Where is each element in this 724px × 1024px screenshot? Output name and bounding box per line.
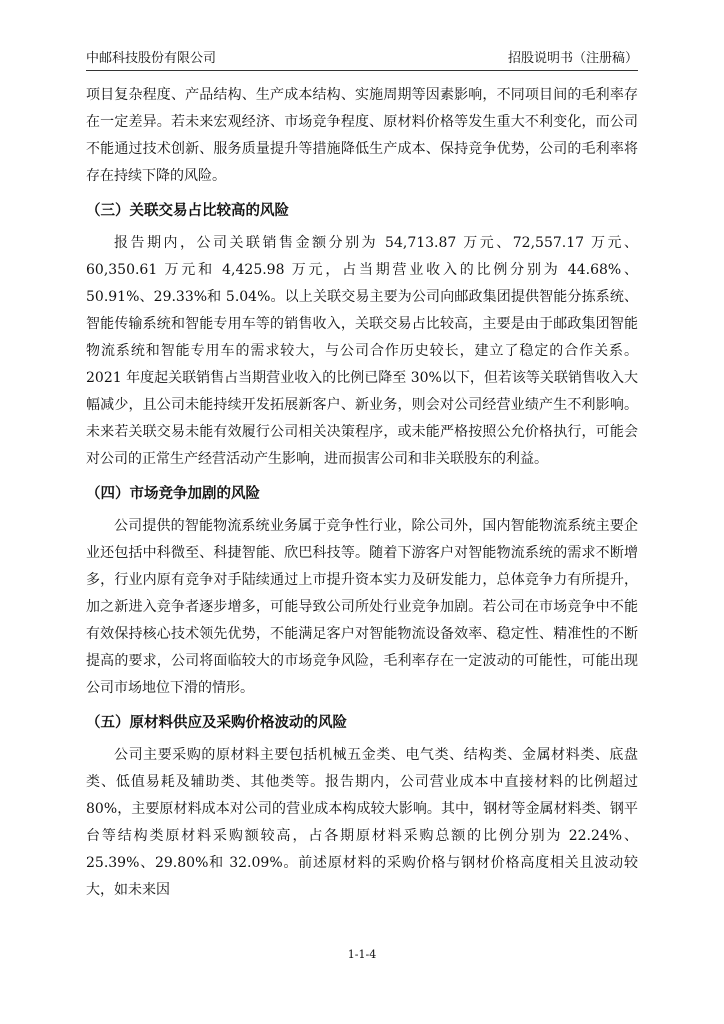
paragraph-raw-material-risk: 公司主要采购的原材料主要包括机械五金类、电气类、结构类、金属材料类、底盘类、低值易耗及辅助类、其他类等。报告期内，公司营业成本中直接材料的比例超过 80%，主要原材料成本对公司的营业成本构成较大影响。其中，钢材等金属材料类、钢平台等结构类原材料采购额较高，占各期原材料采购总额的比例分别为 22.24%、25.39%、29.80%和 32.09%。前述原材料的采购价格与钢材价格高度相关且波动较大，如未来因 [86, 747, 638, 898]
page-header [86, 48, 638, 71]
header-company-name: 中邮科技股份有限公司 [86, 51, 217, 66]
paragraph-related-party-risk: 报告期内，公司关联销售金额分别为 54,713.87 万元、72,557.17 万元、60,350.61 万元和 4,425.98 万元，占当期营业收入的比例分别为 44.68%、50.91%、29.33%和 5.04%。以上关联交易主要为公司向邮政集团提供智能分拣系统、智能传输系统和智能专用车等的销售收入，关联交易占比较高，主要是由于邮政集团智能物流系统和智能专用车的需求较大，与公司合作历史较长，建立了稳定的合作关系。2021 年度起关联销售占当期营业收入的比例已降至 30%以下，但若该等关联销售收入大幅减少，且公司未能持续开发拓展新客户、新业务，则会对公司经营业绩产生不利影响。未来若关联交易未能有效履行公司相关决策程序，或未能严格按照公允价格执行，可能会对公司的正常生产经营活动产生影响，进而损害公司和非关联股东的利益。 [86, 235, 638, 467]
paragraph-continued-margin-risk: 项目复杂程度、产品结构、生产成本结构、实施周期等因素影响，不同项目间的毛利率存在一定差异。若未来宏观经济、市场竞争程度、原材料价格等发生重大不利变化，而公司不能通过技术创新、服务质量提升等措施降低生产成本、保持竞争优势，公司的毛利率将存在持续下降的风险。 [86, 87, 638, 184]
heading-related-party-risk: （三）关联交易占比较高的风险 [86, 203, 289, 219]
document-body [86, 82, 638, 904]
heading-raw-material-risk: （五）原材料供应及采购价格波动的风险 [86, 715, 347, 731]
heading-market-competition-risk: （四）市场竞争加剧的风险 [86, 486, 260, 502]
header-document-type: 招股说明书（注册稿） [507, 51, 638, 66]
paragraph-market-competition-risk: 公司提供的智能物流系统业务属于竞争性行业，除公司外，国内智能物流系统主要企业还包括中科微至、科捷智能、欣巴科技等。随着下游客户对智能物流系统的需求不断增多，行业内原有竞争对手陆续通过上市提升资本实力及研发能力，总体竞争力有所提升，加之新进入竞争者逐步增多，可能导致公司所处行业竞争加剧。若公司在市场竞争中不能有效保持核心技术领先优势，不能满足客户对智能物流设备效率、稳定性、精准性的不断提高的要求，公司将面临较大的市场竞争风险，毛利率存在一定波动的可能性，可能出现公司市场地位下滑的情形。 [86, 518, 638, 696]
page-number: 1-1-4 [347, 948, 377, 961]
